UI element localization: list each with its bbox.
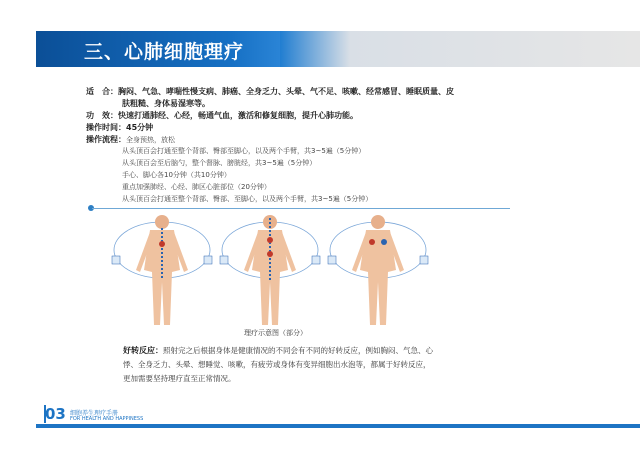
suitable-text-2: 肤粗糙、身体易湿寒等。: [122, 99, 210, 108]
flow-step-1: 全身预热，放松: [126, 136, 175, 144]
flow-step-5: 重点加强肺经、心经、肺区心脏部位（20分钟）: [122, 183, 271, 191]
page-number: 03: [45, 405, 66, 423]
page-title: 三、心肺细胞理疗: [84, 41, 245, 63]
effect-row: [86, 110, 358, 121]
footer-title: 细胞养生理疗手册: [70, 410, 119, 417]
suitable-row-2: [122, 98, 210, 109]
flow-step-4: 手心、脚心各10分钟（共10分钟）: [122, 171, 231, 179]
effect-label: 功 效：: [86, 111, 118, 120]
flow-step-3: 从头顶百会至后脑勺，整个督脉、膀胱经，共3~5遍（5分钟）: [122, 159, 317, 167]
note-tag: 好转反应：: [123, 346, 163, 355]
time-row: [86, 122, 153, 133]
improvement-note: [123, 344, 435, 386]
footer-line: [36, 424, 640, 428]
separator-line: [92, 208, 510, 209]
body-figure-front: [328, 215, 428, 325]
suitable-label: 适 合：: [86, 87, 118, 96]
time-label: 操作时间：: [86, 123, 126, 132]
time-text: 45分钟: [126, 123, 154, 132]
note-text: 照射完之后根据身体是健康情况的不同会有不同的好转反应，例如胸闷、气急、心悸、全身乏力、头晕、想睡觉、咳嗽，有疲劳或身体有变异细胞出水泡等，都属于好转反应，更加需要坚持理疗直至正常情况。: [123, 346, 433, 383]
footer-subtitle: FOR HEALTH AND HAPPINESS: [70, 416, 144, 422]
body-figure-back-1: [112, 215, 212, 325]
figure-caption: 理疗示意图（部分）: [244, 329, 307, 337]
body-figure-back-2: [220, 215, 320, 325]
flow-step-6: 从头顶百会打通至整个背部、臀部、至脚心，以及两个手臂，共3~5遍（5分钟）: [122, 195, 373, 203]
suitable-text: 胸闷、气急、哮喘性慢支病、肺癌、全身乏力、头晕、气不足、咳嗽、经常感冒、睡眠质量、皮: [118, 87, 454, 96]
therapy-diagram: [100, 210, 530, 330]
flow-row: [86, 134, 175, 146]
suitable-row: [86, 86, 454, 97]
top-margin: [0, 0, 640, 26]
flow-label: 操作流程：: [86, 135, 126, 144]
effect-text: 快速打通肺经、心经，畅通气血，激活和修复细胞，提升心肺功能。: [118, 111, 358, 120]
flow-step-2: 从头顶百会打通至整个背部、臀部至脚心，以及两个手臂，共3~5遍（5分钟）: [122, 147, 366, 155]
